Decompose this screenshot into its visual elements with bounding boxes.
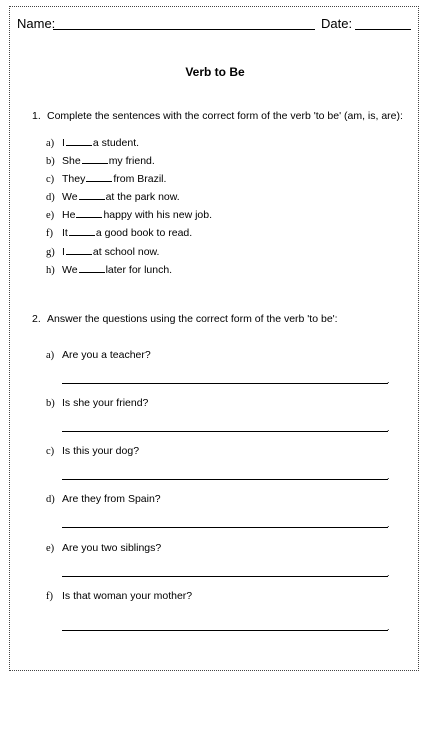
item-label: g): [46, 247, 55, 258]
answer-line[interactable]: [62, 576, 388, 577]
item-subject: We: [62, 264, 78, 276]
item-label: e): [46, 210, 55, 221]
item-rest: at the park now.: [105, 191, 180, 203]
question-1-instruction: [32, 110, 403, 122]
item-rest: a student.: [92, 137, 140, 149]
item-label: a): [46, 350, 55, 361]
date-field[interactable]: [355, 29, 411, 30]
list-item: [46, 349, 151, 362]
list-item: [46, 172, 166, 186]
item-rest: from Brazil.: [113, 173, 167, 185]
worksheet-border: [9, 6, 419, 671]
item-subject: It: [62, 227, 68, 239]
instruction-text: Complete the sentences with the correct form of the verb 'to be' (am, is, are):: [47, 110, 403, 122]
answer-blank[interactable]: [79, 190, 105, 200]
answer-line[interactable]: [62, 383, 388, 384]
answer-blank[interactable]: [69, 226, 95, 236]
item-rest: a good book to read.: [95, 227, 193, 239]
item-label: b): [46, 156, 55, 167]
list-item: [46, 154, 155, 168]
list-item: [46, 493, 161, 506]
date-label: Date:: [321, 16, 353, 31]
item-rest: my friend.: [108, 155, 155, 167]
item-label: c): [46, 174, 55, 185]
answer-line[interactable]: [62, 527, 388, 528]
answer-blank[interactable]: [79, 263, 105, 273]
question-2-instruction: [32, 313, 338, 325]
item-label: e): [46, 543, 55, 554]
answer-line[interactable]: [62, 630, 388, 631]
answer-blank[interactable]: [82, 154, 108, 164]
item-label: d): [46, 192, 55, 203]
list-item: [46, 245, 159, 259]
question-text: Are they from Spain?: [62, 493, 161, 505]
item-label: f): [46, 228, 53, 239]
answer-blank[interactable]: [66, 245, 92, 255]
item-subject: I: [62, 137, 65, 149]
answer-line[interactable]: [62, 431, 388, 432]
item-subject: They: [62, 173, 86, 185]
question-number: 2.: [32, 313, 41, 325]
item-subject: She: [62, 155, 81, 167]
item-label: d): [46, 494, 55, 505]
item-label: f): [46, 591, 53, 602]
list-item: [46, 542, 161, 555]
question-number: 1.: [32, 110, 41, 122]
item-label: a): [46, 138, 55, 149]
answer-blank[interactable]: [86, 172, 112, 182]
item-rest: later for lunch.: [105, 264, 173, 276]
answer-blank[interactable]: [76, 208, 102, 218]
item-label: c): [46, 446, 55, 457]
instruction-text: Answer the questions using the correct form of the verb 'to be':: [47, 313, 338, 325]
answer-line[interactable]: [62, 479, 388, 480]
list-item: [46, 208, 212, 222]
list-item: [46, 590, 192, 603]
name-field[interactable]: [53, 29, 315, 30]
question-text: Are you two siblings?: [62, 542, 162, 554]
question-text: Is that woman your mother?: [62, 590, 193, 602]
question-text: Is this your dog?: [62, 445, 140, 457]
list-item: [46, 263, 172, 277]
name-label: Name:: [17, 16, 56, 31]
page-title: Verb to Be: [185, 65, 245, 79]
list-item: [46, 397, 148, 410]
question-text: Is she your friend?: [62, 397, 149, 409]
item-subject: I: [62, 246, 65, 258]
item-subject: We: [62, 191, 78, 203]
answer-blank[interactable]: [66, 136, 92, 146]
question-text: Are you a teacher?: [62, 349, 151, 361]
list-item: [46, 136, 139, 150]
item-rest: happy with his new job.: [103, 209, 213, 221]
item-rest: at school now.: [92, 246, 160, 258]
list-item: [46, 445, 139, 458]
item-label: b): [46, 398, 55, 409]
list-item: [46, 190, 180, 204]
item-label: h): [46, 265, 55, 276]
item-subject: He: [62, 209, 76, 221]
list-item: [46, 226, 192, 240]
